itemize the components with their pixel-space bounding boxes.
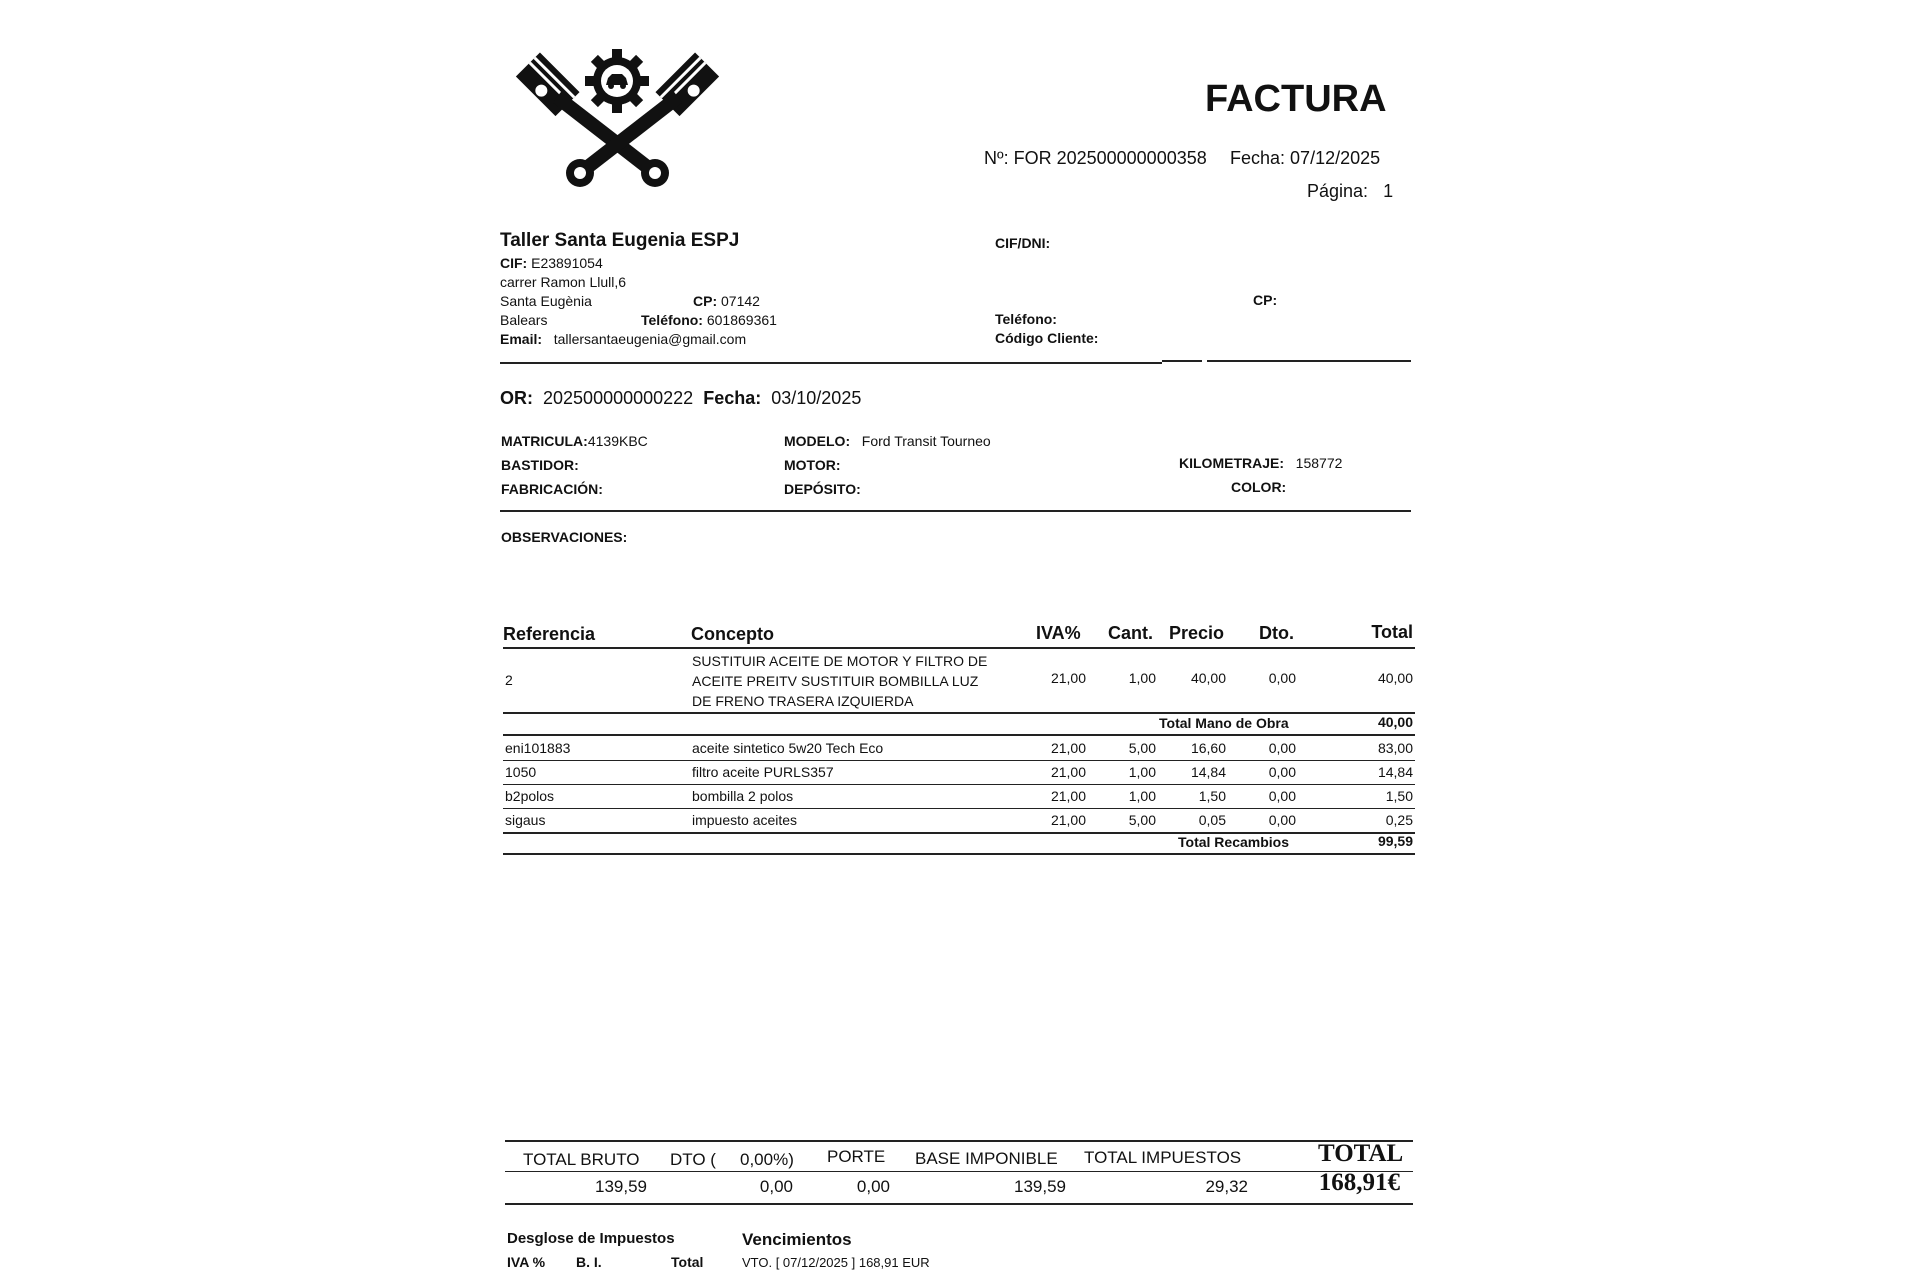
part-cant: 5,00 [1128, 812, 1156, 828]
part-precio: 16,60 [1190, 740, 1226, 756]
totals-bottom-divider [505, 1203, 1413, 1205]
dto-pct: 0,00%) [740, 1150, 794, 1169]
company-province: Balears [500, 312, 548, 328]
total-value: 168,91€ [1318, 1169, 1400, 1196]
vehicle-km-value: 158772 [1295, 455, 1343, 471]
invoice-number-label: Nº: [984, 148, 1009, 168]
labor-cant: 1,00 [1128, 670, 1156, 686]
col-header-precio: Precio [1169, 623, 1225, 643]
table-header-divider [503, 647, 1415, 649]
vehicle-matricula-value: 4139KBC [587, 433, 648, 449]
vehicle-deposito-label: DEPÓSITO: [784, 481, 861, 497]
company-cp-value: 07142 [721, 293, 760, 309]
part-concept: impuesto aceites [692, 812, 798, 828]
company-email-value: tallersantaeugenia@gmail.com [553, 331, 747, 347]
header-divider-left [500, 362, 1162, 364]
company-address: carrer Ramon Llull,6 [500, 274, 627, 290]
labor-total-divider [503, 734, 1415, 736]
dto-value: 0,00 [759, 1177, 793, 1196]
vehicle-modelo [784, 433, 991, 449]
labor-total-label: Total Mano de Obra [1159, 715, 1289, 731]
document-title: FACTURA [1205, 78, 1387, 120]
part-iva: 21,00 [1050, 740, 1086, 756]
company-name: Taller Santa Eugenia ESPJ [500, 230, 740, 251]
company-phone [641, 312, 777, 328]
labor-concept-line: ACEITE PREITV SUSTITUIR BOMBILLA LUZ [692, 673, 979, 689]
col-header-iva: IVA% [1036, 623, 1081, 643]
workshop-logo-pistons-gear-icon [505, 45, 730, 195]
labor-ref: 2 [505, 672, 513, 688]
porte-label: PORTE [827, 1147, 886, 1166]
order-info [500, 388, 861, 409]
part-total: 1,50 [1385, 788, 1413, 804]
labor-concept-line: DE FRENO TRASERA IZQUIERDA [692, 693, 914, 709]
vehicle-matricula-label: MATRICULA: [501, 433, 588, 449]
part-concept: filtro aceite PURLS357 [692, 764, 834, 780]
parts-total-label: Total Recambios [1178, 834, 1289, 850]
part-precio: 0,05 [1198, 812, 1226, 828]
client-phone-label: Teléfono: [995, 311, 1057, 327]
total-bruto-label: TOTAL BRUTO [523, 1150, 640, 1169]
vehicle-bastidor-label: BASTIDOR: [501, 457, 579, 473]
part-dto: 0,00 [1268, 788, 1296, 804]
totals-top-divider [505, 1140, 1413, 1142]
row-divider [503, 784, 1415, 785]
header-divider-mid [1162, 360, 1202, 362]
col-header-total: Total [1371, 622, 1413, 642]
total-impuestos-value: 29,32 [1205, 1177, 1248, 1196]
total-impuestos-label: TOTAL IMPUESTOS [1084, 1148, 1242, 1167]
row-divider [503, 760, 1415, 761]
desglose-col-bi: B. I. [576, 1254, 602, 1270]
company-cif-label: CIF: [500, 255, 528, 271]
row-divider [503, 808, 1415, 809]
invoice-number-value: FOR 202500000000358 [1013, 148, 1207, 168]
page-value: 1 [1383, 181, 1394, 201]
base-imponible-value: 139,59 [1014, 1177, 1066, 1196]
part-iva: 21,00 [1050, 764, 1086, 780]
page-label: Página: [1307, 181, 1369, 201]
col-header-referencia: Referencia [503, 624, 596, 644]
vehicle-km-label: KILOMETRAJE: [1179, 455, 1284, 471]
parts-total-divider [503, 853, 1415, 855]
invoice-number [984, 148, 1207, 169]
vencimientos-label: Vencimientos [742, 1230, 852, 1249]
company-cp-label: CP: [693, 293, 718, 309]
company-cif [500, 255, 603, 271]
vehicle-modelo-label: MODELO: [784, 433, 851, 449]
part-cant: 5,00 [1128, 740, 1156, 756]
labor-iva: 21,00 [1050, 670, 1086, 686]
total-label: TOTAL [1318, 1140, 1404, 1167]
client-cp-label: CP: [1253, 292, 1278, 308]
part-iva: 21,00 [1050, 812, 1086, 828]
vehicle-color-label: COLOR: [1231, 479, 1287, 495]
vencimiento-line: VTO. [ 07/12/2025 ] 168,91 EUR [742, 1255, 930, 1270]
invoice-date-value: 07/12/2025 [1290, 148, 1381, 168]
part-cant: 1,00 [1128, 764, 1156, 780]
total-bruto-value: 139,59 [595, 1177, 647, 1196]
company-phone-label: Teléfono: [641, 312, 703, 328]
base-imponible-label: BASE IMPONIBLE [915, 1149, 1058, 1168]
labor-concept-line: SUSTITUIR ACEITE DE MOTOR Y FILTRO DE [692, 653, 988, 669]
desglose-col-iva: IVA % [507, 1254, 546, 1270]
part-concept: bombilla 2 polos [692, 788, 794, 804]
part-dto: 0,00 [1268, 812, 1296, 828]
order-or-label: OR: [500, 388, 533, 408]
vehicle-motor-label: MOTOR: [784, 457, 841, 473]
part-precio: 14,84 [1190, 764, 1226, 780]
part-concept: aceite sintetico 5w20 Tech Eco [692, 740, 884, 756]
part-ref: b2polos [505, 788, 555, 804]
observaciones-label: OBSERVACIONES: [501, 529, 628, 545]
client-cif-label: CIF/DNI: [995, 235, 1051, 251]
invoice-date-label: Fecha: [1230, 148, 1286, 168]
vehicle-km [1179, 455, 1342, 471]
company-phone-value: 601869361 [706, 312, 777, 328]
part-total: 0,25 [1385, 812, 1413, 828]
vehicle-matricula [501, 433, 648, 449]
page-number [1307, 181, 1393, 202]
labor-total: 40,00 [1377, 670, 1413, 686]
order-or-value: 202500000000222 [543, 388, 694, 408]
client-code-label: Código Cliente: [995, 330, 1099, 346]
order-date-value: 03/10/2025 [771, 388, 862, 408]
order-date-label: Fecha: [703, 388, 762, 408]
labor-total-value: 40,00 [1377, 714, 1413, 730]
dto-label: DTO ( [670, 1150, 716, 1169]
part-iva: 21,00 [1050, 788, 1086, 804]
totals-mid-divider [505, 1171, 1413, 1172]
invoice-date [1230, 148, 1380, 169]
part-total: 14,84 [1377, 764, 1413, 780]
desglose-col-total: Total [671, 1254, 704, 1270]
parts-total-value: 99,59 [1377, 833, 1413, 849]
part-cant: 1,00 [1128, 788, 1156, 804]
company-city: Santa Eugènia [500, 293, 592, 309]
part-ref: 1050 [505, 764, 537, 780]
header-divider-right [1207, 360, 1411, 362]
labor-concept [692, 651, 987, 711]
part-dto: 0,00 [1268, 764, 1296, 780]
company-email-label: Email: [500, 331, 543, 347]
company-cp [693, 293, 760, 309]
company-email [500, 331, 746, 347]
porte-value: 0,00 [856, 1177, 890, 1196]
part-total: 83,00 [1377, 740, 1413, 756]
labor-precio: 40,00 [1190, 670, 1226, 686]
part-ref: sigaus [505, 812, 546, 828]
vehicle-modelo-value: Ford Transit Tourneo [861, 433, 991, 449]
company-cif-value: E23891054 [531, 255, 603, 271]
vehicle-fabricacion-label: FABRICACIÓN: [501, 481, 603, 497]
col-header-cant: Cant. [1108, 623, 1153, 643]
col-header-dto: Dto. [1259, 623, 1294, 643]
desglose-label: Desglose de Impuestos [507, 1230, 675, 1247]
part-dto: 0,00 [1268, 740, 1296, 756]
col-header-concepto: Concepto [691, 624, 774, 644]
part-precio: 1,50 [1198, 788, 1226, 804]
part-ref: eni101883 [505, 740, 571, 756]
labor-divider [503, 712, 1415, 714]
vehicle-divider [500, 510, 1411, 512]
labor-dto: 0,00 [1268, 670, 1296, 686]
